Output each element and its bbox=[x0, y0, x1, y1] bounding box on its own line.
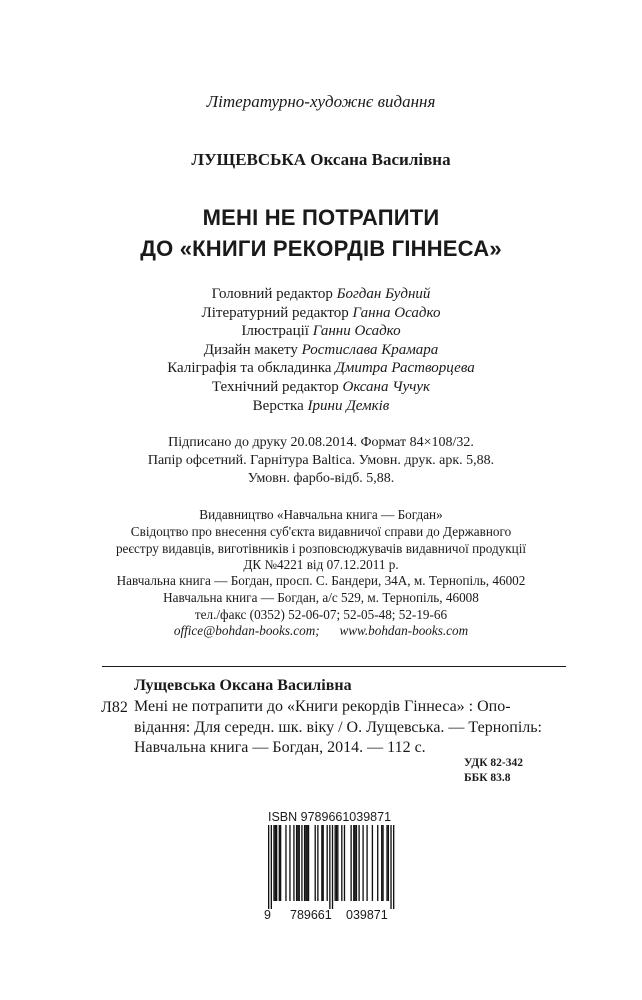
credit-role: Каліграфія та обкладинка bbox=[167, 360, 332, 377]
barcode-bar bbox=[321, 825, 322, 901]
barcode-guard-bar bbox=[393, 825, 394, 909]
barcode-bar bbox=[335, 825, 336, 901]
credit-name: Дмитра Растворцева bbox=[335, 360, 475, 377]
credit-row bbox=[0, 285, 642, 304]
address-line: Навчальна книга — Богдан, просп. С. Бандери, 34А, м. Тернопіль, 46002 bbox=[116, 573, 526, 588]
catalog-description-line: Навчальна книга — Богдан, 2014. — 112 с. bbox=[134, 739, 426, 756]
barcode-bar bbox=[296, 825, 297, 901]
credit-row bbox=[0, 341, 642, 360]
website-link[interactable]: www.bohdan-books.com bbox=[339, 623, 469, 639]
credit-row bbox=[0, 397, 642, 416]
catalog-author: Лущевська Оксана Василівна bbox=[134, 677, 352, 694]
barcode-bar bbox=[341, 825, 342, 901]
email-link[interactable]: office@bohdan-books.com; bbox=[173, 623, 320, 639]
barcode-bar bbox=[372, 825, 373, 901]
barcode-bar bbox=[275, 825, 276, 901]
barcode-bar bbox=[354, 825, 355, 901]
credit-name: Ростислава Крамара bbox=[301, 341, 439, 358]
barcode-bar bbox=[350, 825, 351, 901]
publisher-line: реєстру видавців, виготівників і розповсюджувачів видавничої продукції bbox=[115, 540, 527, 556]
barcode-bar bbox=[323, 825, 324, 901]
barcode-guard-bar bbox=[271, 825, 272, 909]
credit-name: Ганна Осадко bbox=[352, 304, 441, 321]
barcode-bar bbox=[289, 825, 290, 901]
barcode-bar bbox=[356, 825, 357, 901]
barcode-bar bbox=[381, 825, 382, 901]
barcode-bar bbox=[279, 825, 280, 901]
credit-name: Ганни Осадко bbox=[312, 323, 401, 340]
publisher-line: Видавництво «Навчальна книга — Богдан» bbox=[199, 507, 443, 522]
credit-role: Головний редактор bbox=[211, 286, 333, 302]
barcode-bar bbox=[362, 825, 363, 901]
barcode-bar bbox=[280, 825, 281, 901]
publisher-line: Свідоцтво про внесення суб'єкта видавничої справи до Державного bbox=[130, 523, 512, 539]
credit-row bbox=[0, 359, 642, 378]
barcode-bar bbox=[353, 825, 354, 901]
barcode-guard-bar bbox=[390, 825, 391, 909]
catalog-description bbox=[134, 697, 564, 759]
credit-role: Технічний редактор bbox=[211, 378, 339, 395]
catalog-code: Л82 bbox=[101, 699, 128, 716]
barcode-bar bbox=[276, 825, 277, 901]
publisher-line: ДК №4221 від 07.12.2011 р. bbox=[243, 557, 399, 573]
credit-row bbox=[0, 322, 642, 341]
barcode-digits-left: 789661 bbox=[290, 908, 332, 922]
barcode-bar bbox=[327, 825, 328, 901]
author-header: ЛУЩЕВСЬКА Оксана Василівна bbox=[191, 150, 451, 169]
catalog-description-line: відання: Для середн. шк. віку / О. Лущевська. — Тернопіль: bbox=[134, 718, 542, 736]
barcode-bar bbox=[382, 825, 383, 901]
credit-role: Дизайн макету bbox=[203, 341, 298, 358]
contacts-row bbox=[0, 623, 642, 640]
barcode-digit-first: 9 bbox=[264, 908, 271, 922]
bbk-code: ББК 83.8 bbox=[464, 772, 511, 784]
barcode-bar bbox=[301, 825, 302, 901]
barcode-bar bbox=[366, 825, 367, 901]
barcode-bars bbox=[258, 825, 400, 909]
book-title bbox=[0, 202, 642, 264]
barcode-guard-bar bbox=[329, 825, 330, 909]
barcode-bar bbox=[315, 825, 316, 901]
print-info-line: Підписано до друку 20.08.2014. Формат 84×108/32. bbox=[168, 435, 474, 450]
credit-row bbox=[0, 378, 642, 397]
credit-role: Літературний редактор bbox=[201, 304, 349, 321]
barcode-bar bbox=[388, 825, 389, 901]
barcode-bar bbox=[307, 825, 308, 901]
barcode-guard-bar bbox=[332, 825, 333, 909]
address-info bbox=[0, 573, 642, 640]
address-line: тел./факс (0352) 52-06-07; 52-05-48; 52-19-66 bbox=[194, 606, 448, 622]
barcode-bar bbox=[386, 825, 387, 901]
barcode-bar bbox=[344, 825, 345, 901]
isbn-label: ISBN 9789661039871 bbox=[268, 810, 392, 824]
credit-name: Оксана Чучук bbox=[342, 378, 431, 395]
barcode-bar bbox=[285, 825, 286, 901]
credit-name: Ірини Демків bbox=[307, 397, 390, 414]
credit-role: Верстка bbox=[252, 397, 304, 414]
barcode-bar bbox=[358, 825, 359, 901]
barcode-digits-right: 039871 bbox=[346, 908, 388, 922]
barcode-bar bbox=[297, 825, 298, 901]
classification-codes bbox=[464, 756, 523, 786]
series-label: Літературно-художнє видання bbox=[206, 92, 436, 111]
title-line-2: ДО «КНИГИ РЕКОРДІВ ГІННЕСА» bbox=[140, 236, 502, 261]
barcode-guard-bar bbox=[268, 825, 269, 909]
publisher-info bbox=[0, 507, 642, 574]
credit-role: Ілюстрації bbox=[241, 323, 309, 340]
title-line-1: МЕНІ НЕ ПОТРАПИТИ bbox=[202, 205, 440, 230]
barcode-bar bbox=[336, 825, 337, 901]
credit-row bbox=[0, 304, 642, 323]
catalog-divider bbox=[102, 666, 566, 667]
address-line: Навчальна книга — Богдан, а/с 529, м. Тернопіль, 46008 bbox=[163, 589, 479, 605]
barcode-bar bbox=[293, 825, 294, 901]
barcode-bar bbox=[273, 825, 274, 901]
udk-code: УДК 82-342 bbox=[464, 757, 523, 769]
barcode-bar bbox=[299, 825, 300, 901]
barcode-bar bbox=[337, 825, 338, 901]
print-info-line: Папір офсетний. Гарнітура Baltica. Умовн. друк. арк. 5,88. bbox=[147, 453, 495, 469]
barcode-bar bbox=[377, 825, 378, 901]
barcode-bar bbox=[317, 825, 318, 901]
print-info-line: Умовн. фарбо-відб. 5,88. bbox=[247, 471, 395, 487]
credit-name: Богдан Будний bbox=[336, 286, 431, 302]
print-info bbox=[0, 434, 642, 489]
barcode-bar bbox=[304, 825, 305, 901]
catalog-description-line: Мені не потрапити до «Книги рекордів Гіннеса» : Опо- bbox=[134, 698, 511, 715]
barcode-bar bbox=[308, 825, 309, 901]
credits-list bbox=[0, 285, 642, 415]
barcode-bar bbox=[305, 825, 306, 901]
